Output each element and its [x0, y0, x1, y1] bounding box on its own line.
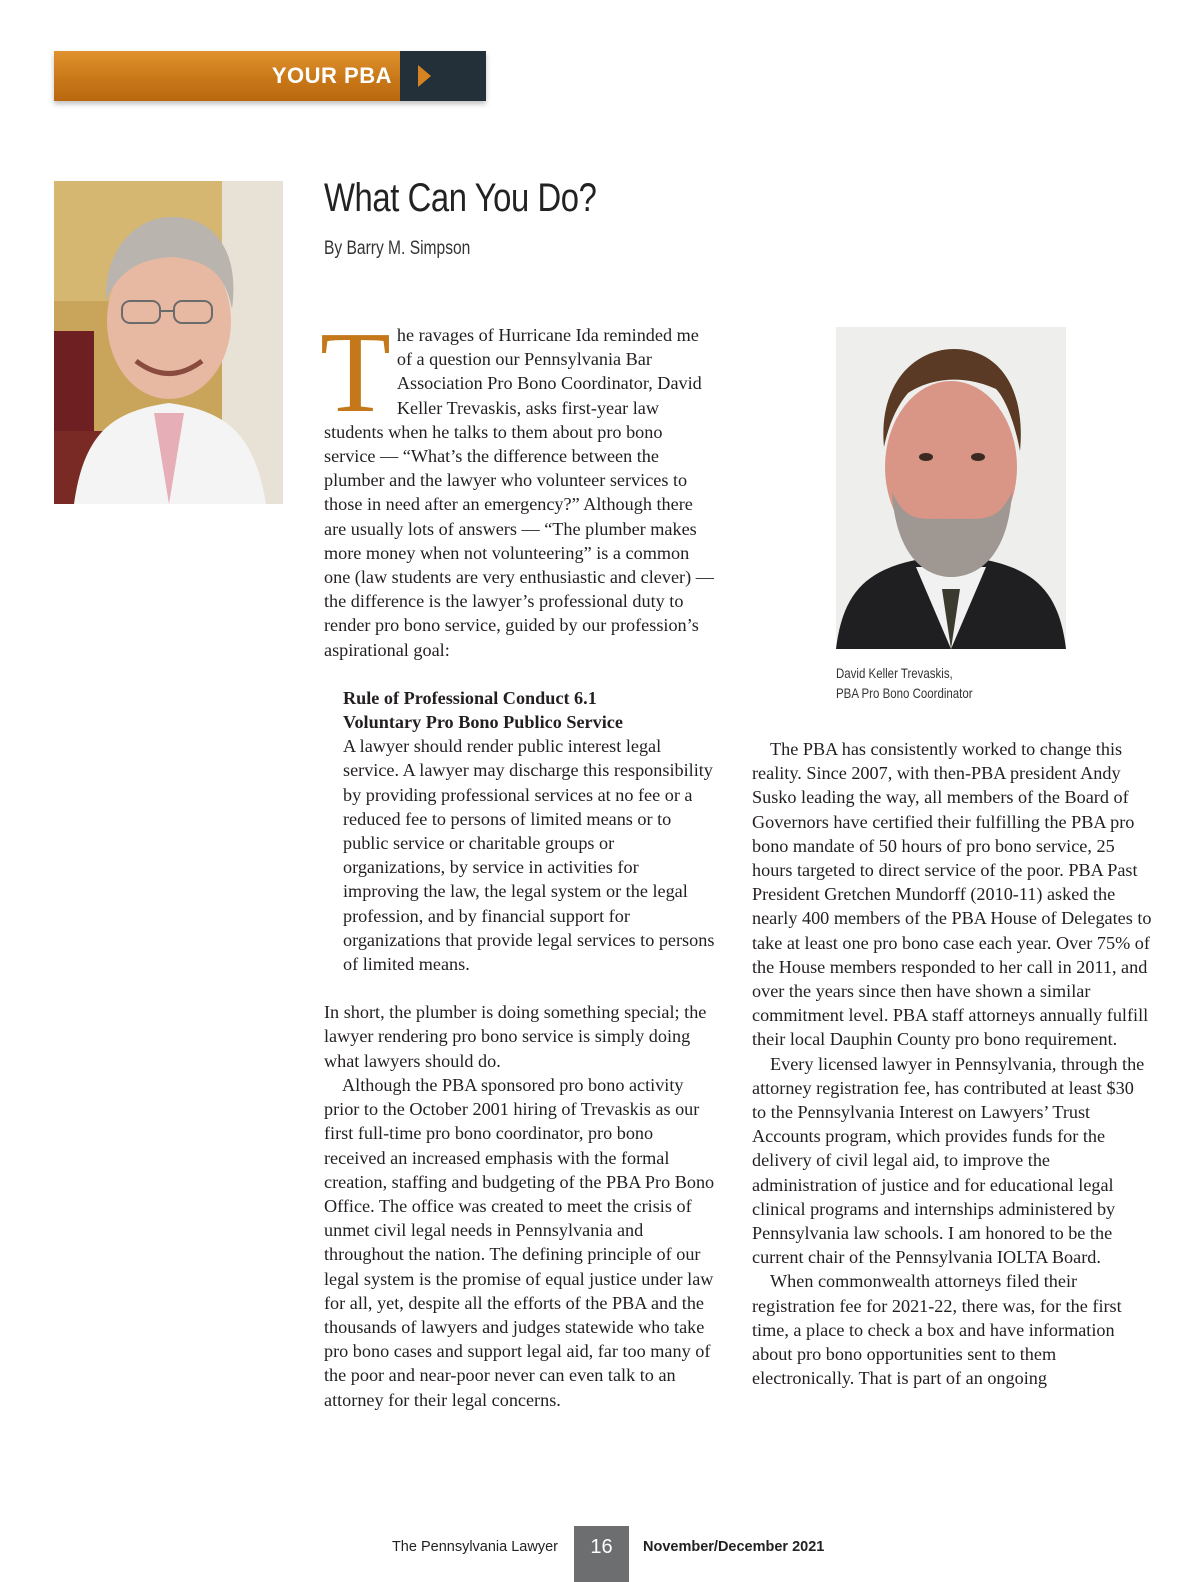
article-title: What Can You Do? [324, 176, 597, 220]
footer-page-number: 16 [574, 1526, 629, 1582]
paragraph-every-licensed: Every licensed lawyer in Pennsylvania, through the attorney registration fee, has contributed at least $30 to the Pennsylvania Interest on Lawyers’ Trust Accounts program, which provides funds for the delivery of civil legal aid, to improve the administration of justice and for educational legal clinical programs and internships administered by Pennsylvania law schools. I am honored to be the current chair of the Pennsylvania IOLTA Board. [752, 1053, 1145, 1268]
photo-caption [836, 663, 1033, 703]
section-banner-arrow-area [400, 51, 486, 101]
triangle-arrow-icon [418, 65, 431, 87]
rule-title-line-2: Voluntary Pro Bono Publico Service [343, 712, 623, 733]
author-photo [54, 181, 283, 504]
coordinator-photo [836, 327, 1066, 649]
coordinator-portrait-illustration [836, 327, 1066, 649]
drop-cap: T [320, 309, 391, 437]
left-column [320, 309, 716, 1412]
footer-publication: The Pennsylvania Lawyer [391, 1539, 558, 1555]
section-label: YOUR PBA [271, 63, 392, 88]
paragraph-although: Although the PBA sponsored pro bono activity prior to the October 2001 hiring of Trevaskis as our first full-time pro bono coordinator, pro bono received an increased emphasis with the formal creation, staffing and budgeting of the PBA Pro Bono Office. The office was created to meet the crisis of unmet civil legal needs in Pennsylvania and throughout the nation. The defining principle of our legal system is the promise of equal justice under law for all, yet, despite all the efforts of the PBA and the thousands of lawyers and judges statewide who take pro bono cases and support legal aid, far too many of the poor and near-poor never can even talk to an attorney for their legal concerns. [324, 1074, 715, 1410]
page-footer [0, 1526, 1200, 1582]
section-banner [54, 51, 486, 101]
right-column [752, 737, 1152, 1390]
intro-text: he ravages of Hurricane Ida reminded me of a question our Pennsylvania Bar Association Pro Bono Coordinator, David Keller Trevaskis, asks first-year law students when he talks to them about pro bono service — “What’s the difference between the plumber and the lawyer who volunteer services to those in need after an emergency?” Although there are usually lots of answers — “The plumber makes more money when not volunteering” is a common one (law students are very enthusiastic and clever) — the difference is the lawyer’s professional duty to render pro bono service, guided by our profession’s aspirational goal: [324, 325, 714, 660]
rule-title-line-1: Rule of Professional Conduct 6.1 [343, 687, 597, 708]
footer-issue-date: November/December 2021 [643, 1539, 825, 1555]
paragraph-in-short: In short, the plumber is doing something special; the lawyer rendering pro bono service is simply doing what lawyers should do. [324, 1002, 707, 1071]
intro-paragraph [320, 309, 716, 662]
rule-text: A lawyer should render public interest legal service. A lawyer may discharge this responsibility by providing professional services at no fee or a reduced fee to persons of limited means or to public service or charitable groups or organizations, by service in activities for improving the law, the legal system or the legal profession, and by financial support for organizations that provide legal services to persons of limited means. [343, 736, 715, 975]
caption-line-1: David Keller Trevaskis, [836, 665, 953, 681]
paragraph-when-commonwealth: When commonwealth attorneys filed their registration fee for 2021-22, there was, for the first time, a place to check a box and have information about pro bono opportunities sent to them electronically. That is part of an ongoing [752, 1271, 1122, 1389]
section-banner-label-area [54, 51, 400, 101]
rule-quote [343, 686, 716, 976]
caption-line-2: PBA Pro Bono Coordinator [836, 685, 973, 701]
paragraph-pba: The PBA has consistently worked to change this reality. Since 2007, with then-PBA president Andy Susko leading the way, all members of the Board of Governors have certified their fulfilling the PBA pro bono mandate of 50 hours of pro bono service, 25 hours targeted to direct service of the poor. PBA Past President Gretchen Mundorff (2010-11) asked the nearly 400 members of the PBA House of Delegates to take at least one pro bono case each year. Over 75% of the House members responded to her call in 2011, and over the years since then have shown a similar commitment level. PBA staff attorneys annually fulfill their local Dauphin County pro bono requirement. [752, 739, 1152, 1050]
article-byline: By Barry M. Simpson [324, 238, 471, 259]
author-portrait-illustration [54, 181, 283, 504]
